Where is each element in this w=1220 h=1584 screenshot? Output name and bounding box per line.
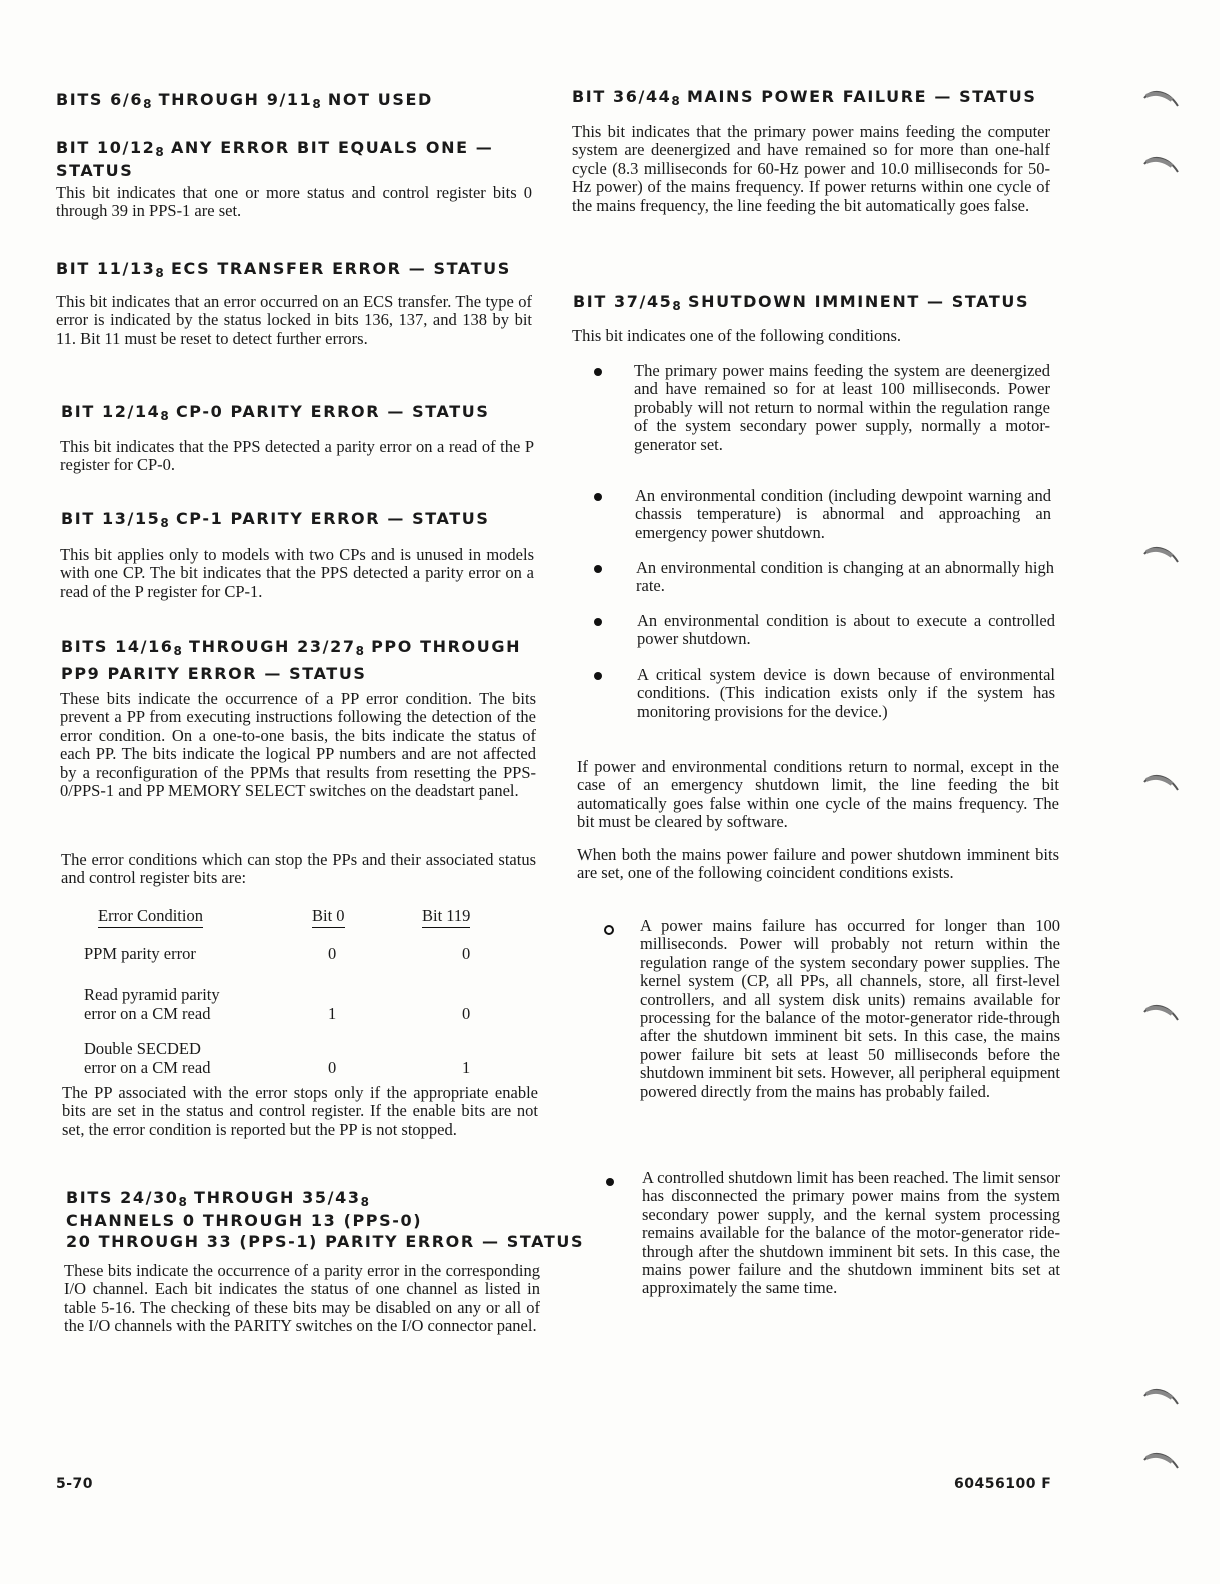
binder-tab-mark-icon [1142,84,1182,118]
table-header: Bit 0 [312,905,422,925]
bullet-icon [604,925,614,935]
bullet-icon [594,493,602,501]
binder-tab-mark-icon [1142,540,1182,574]
paragraph-mains-power-failure: This bit indicates that the primary power mains feeding the computer system are deenergized and have remained so for more than one-half cycle (8.3 milliseconds for 60-Hz power and 10.0 milliseconds for 50-Hz power) of the mains frequency. If power returns within one cycle of the mains frequency, the line feeding the bit automatically goes false. [572,122,1050,215]
table-cell: 1 [462,1057,471,1077]
paragraph-coincident-intro: When both the mains power failure and power shutdown imminent bits are set, one of the following coincident conditions exists. [577,845,1059,883]
heading-bit-12-14: BIT $12/14_8$ CP-0 PARITY ERROR — STATUS [61,402,490,423]
table-header-row [84,905,492,925]
paragraph-error-conditions-intro: The error conditions which can stop the PPs and their associated status and control register bits are: [61,850,536,888]
heading-bit-37-45: BIT $37/45_8$ SHUTDOWN IMMINENT — STATUS [573,292,1030,313]
table-row [84,925,492,963]
table-header: Error Condition [84,905,312,925]
table-cell: Read pyramid parity error on a CM read [84,985,220,1023]
paragraph-power-return: If power and environmental conditions return to normal, except in the case of an emergency shutdown limit, the line feeding the bit automatically goes false within one cycle of the mains frequency. The bit must be cleared by software. [577,757,1059,832]
table-row [84,1023,492,1077]
binder-tab-mark-icon [1142,768,1182,802]
binder-tab-mark-icon [1142,1446,1182,1480]
page-number: 5-70 [56,1476,94,1492]
table-cell: Double SECDED error on a CM read [84,1039,211,1077]
error-condition-table [84,905,492,1077]
binder-tab-mark-icon [1142,1382,1182,1416]
paragraph-shutdown-intro: This bit indicates one of the following conditions. [572,326,902,345]
paragraph-bit-13-15: This bit applies only to models with two CPs and is unused in models with one CP. The bit indicates that the PPS detected a parity error on a read of the P register for CP-1. [60,545,534,601]
bullet-icon [594,368,602,376]
paragraph-bit-10-12: This bit indicates that one or more status and control register bits 0 through 39 in PPS-1 are set. [56,183,532,221]
paragraph-bit-12-14: This bit indicates that the PPS detected a parity error on a read of the P register for CP-0. [60,437,534,475]
document-number: 60456100 F [954,1476,1052,1492]
bullet-icon [594,565,602,573]
heading-bit-36-44: BIT $36/44_8$ MAINS POWER FAILURE — STATUS [572,87,1037,108]
table-row [84,963,492,1023]
bullet-icon [594,672,602,680]
binder-tab-mark-icon [1142,150,1182,184]
paragraph-channel-parity: These bits indicate the occurrence of a parity error in the corresponding I/O channel. Each bit indicates the status of one channel as listed in table 5-16. The checking of these bits may be disabled on any or all of the I/O channels with the PARITY switches on the I/O connector panel. [64,1261,540,1336]
table-cell: 0 [462,1003,471,1023]
paragraph-pp-stop: The PP associated with the error stops only if the appropriate enable bits are set in the status and control register. If the enable bits are not set, the error condition is reported but the PP is not stopped. [62,1083,538,1139]
table-cell: 0 [328,1057,337,1077]
heading-bit-10-12: BIT $10/12_8$ ANY ERROR BIT EQUALS ONE — STATUS [56,138,494,180]
heading-bits-14-through-23: BITS $14/16_8$ THROUGH $23/27_8$ PPO THROUGH PP9 PARITY ERROR — STATUS [61,637,522,683]
table-cell: 0 [328,943,337,963]
bullet-icon [606,1178,614,1186]
table-header: Bit 119 [422,905,492,925]
table-cell: PPM parity error [84,943,196,963]
heading-bits-24-through-35: BITS $24/30_8$ THROUGH $35/43_8$ CHANNELS 0 THROUGH 13 (PPS-0) 20 THROUGH 33 (PPS-1) PARITY ERROR — STATUS [66,1188,585,1251]
binder-tab-mark-icon [1142,998,1182,1032]
table-cell: 1 [328,1003,337,1023]
paragraph-pp-error: These bits indicate the occurrence of a PP error condition. The bits prevent a PP from executing instructions following the detection of the error condition. On a one-to-one basis, the bits indicate the status of each PP. The bits indicate the logical PP numbers and are not affected by a reconfiguration of the PPMs that results from resetting the PPS-0/PPS-1 and PP MEMORY SELECT switches on the deadstart panel. [60,689,536,801]
heading-bit-11-13: BIT $11/13_8$ ECS TRANSFER ERROR — STATUS [56,259,511,280]
table-cell: 0 [462,943,471,963]
bullet-icon [594,618,602,626]
heading-bit-13-15: BIT $13/15_8$ CP-1 PARITY ERROR — STATUS [61,509,490,530]
paragraph-bit-11-13: This bit indicates that an error occurred on an ECS transfer. The type of error is indicated by the status locked in bits 136, 137, and 138 by bit 11. Bit 11 must be reset to detect further errors. [56,292,532,348]
heading-bits-6-through-9: BITS $6/6_8$ THROUGH $9/11_8$ NOT USED [56,90,433,111]
